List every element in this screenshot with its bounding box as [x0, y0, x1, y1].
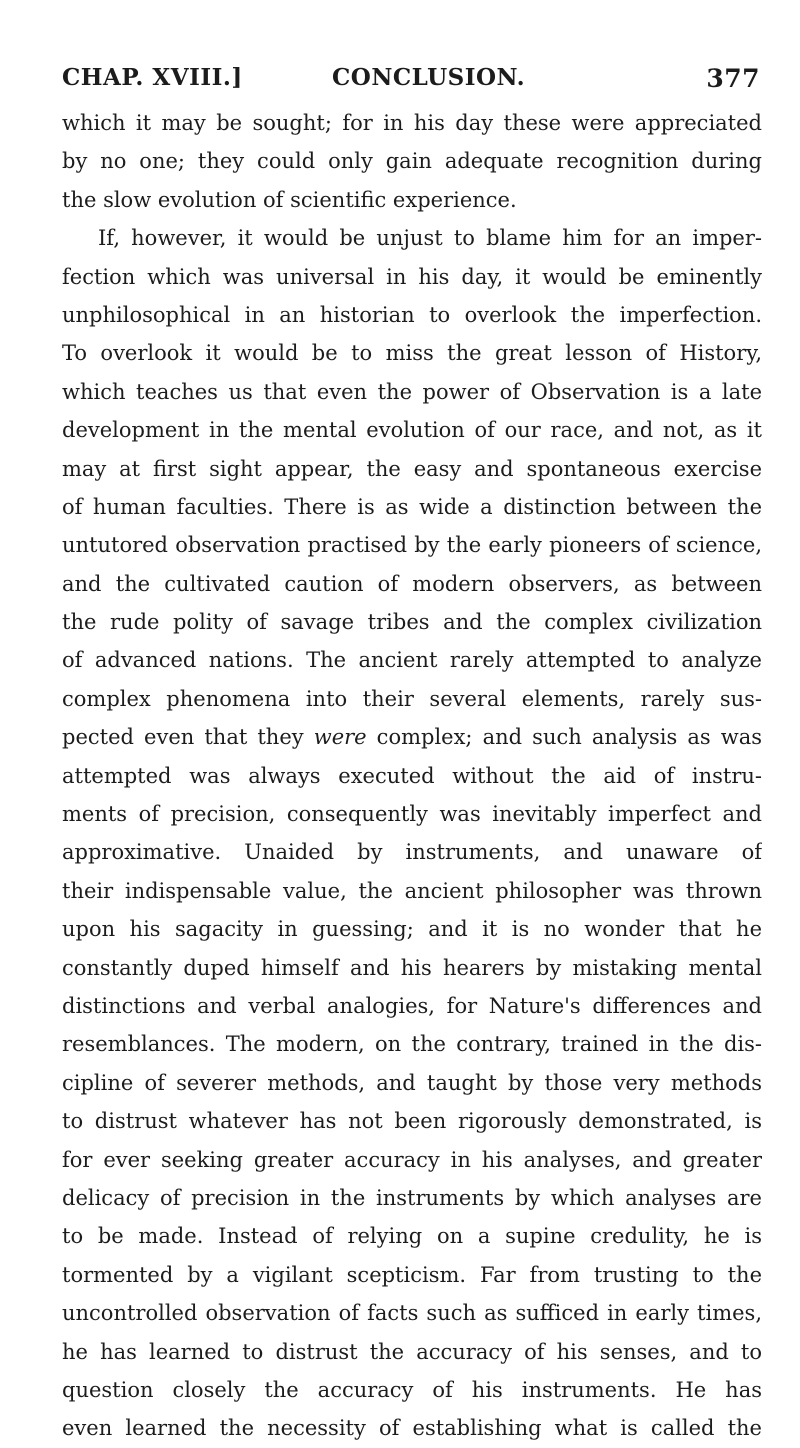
text-line: which teaches us that even the power of Observation is a late [62, 379, 762, 404]
text-line-with-italic [62, 718, 762, 756]
text-line: their indispensable value, the ancient philosopher was thrown [62, 878, 762, 903]
text-line: to distrust whatever has not been rigorously demonstrated, is [62, 1109, 762, 1134]
text-segment: pected even that they [62, 725, 314, 750]
running-header [62, 64, 760, 94]
page-number: 377 [706, 64, 760, 93]
text-line: the rude polity of savage tribes and the complex civilization [62, 610, 762, 635]
text-line: by no one; they could only gain adequate recognition during [62, 149, 762, 174]
text-line: constantly duped himself and his hearers by mistaking mental [62, 955, 762, 980]
text-line: ments of precision, consequently was inevitably imperfect and [62, 802, 762, 827]
text-line: attempted was always executed without the aid of instru- [62, 763, 762, 788]
chapter-label: CHAP. XVIII.] [62, 64, 243, 91]
text-line: he has learned to distrust the accuracy of his senses, and to [62, 1339, 762, 1364]
text-line: the slow evolution of scientific experience. [62, 187, 517, 212]
text-line: fection which was universal in his day, it would be eminently [62, 264, 762, 289]
text-line: uncontrolled observation of facts such as sufficed in early times, [62, 1301, 762, 1326]
italic-word: were [313, 725, 367, 750]
text-line: untutored observation practised by the early pioneers of science, [62, 533, 762, 558]
text-line: of human faculties. There is as wide a distinction between the [62, 494, 762, 519]
text-line: To overlook it would be to miss the great lesson of History, [62, 341, 762, 366]
chapter-title: CONCLUSION. [332, 64, 526, 91]
text-line: complex phenomena into their several elements, rarely sus- [62, 686, 762, 711]
text-line: distinctions and verbal analogies, for Nature's differences and [62, 993, 762, 1018]
text-line: may at first sight appear, the easy and spontaneous exercise [62, 456, 762, 481]
text-line: delicacy of precision in the instruments by which analyses are [62, 1185, 762, 1210]
text-line: and the cultivated caution of modern observers, as between [62, 571, 762, 596]
text-line: question closely the accuracy of his instruments. He has [62, 1377, 762, 1402]
text-line: cipline of severer methods, and taught by those very methods [62, 1070, 762, 1095]
text-line: for ever seeking greater accuracy in his analyses, and greater [62, 1147, 762, 1172]
text-line: approximative. Unaided by instruments, and unaware of [62, 840, 762, 865]
text-line: unphilosophical in an historian to overlook the imperfection. [62, 302, 762, 327]
text-line: which it may be sought; for in his day these were appreciated [62, 111, 762, 135]
text-line: tormented by a vigilant scepticism. Far from trusting to the [62, 1262, 762, 1287]
text-line: upon his sagacity in guessing; and it is no wonder that he [62, 917, 762, 942]
text-segment: complex; and such analysis as was [366, 725, 762, 750]
text-line: of advanced nations. The ancient rarely attempted to analyze [62, 648, 762, 673]
paragraph-start-line: If, however, it would be unjust to blame him for an imper- [98, 226, 762, 251]
text-line: even learned the necessity of establishing what is called the [62, 1416, 762, 1441]
text-line: to be made. Instead of relying on a supine credulity, he is [62, 1224, 762, 1249]
text-line: resemblances. The modern, on the contrary, trained in the dis- [62, 1032, 762, 1057]
body-text [62, 104, 762, 1448]
text-line: development in the mental evolution of our race, and not, as it [62, 418, 762, 443]
